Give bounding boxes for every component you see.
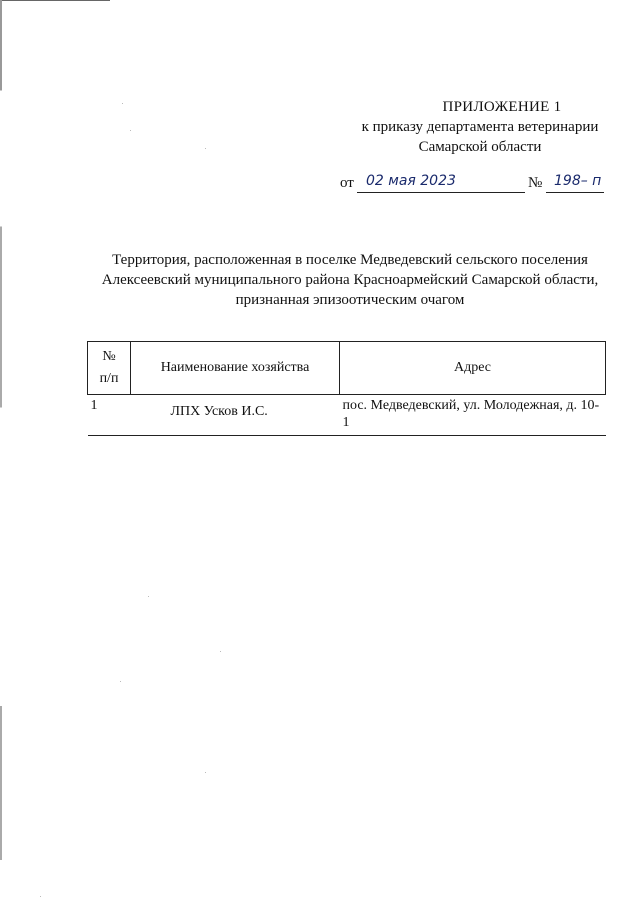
header-number-abbr: п/п <box>99 371 119 386</box>
scan-speck <box>205 772 206 773</box>
header-number <box>88 342 131 395</box>
row-household-name: ЛПХ Усков И.С. <box>131 395 340 436</box>
order-date-handwritten: 02 мая 2023 <box>366 173 456 189</box>
appendix-order-ref: к приказу департамента ветеринарии <box>361 119 599 135</box>
appendix-region: Самарской области <box>418 139 542 155</box>
table-row <box>88 395 606 436</box>
order-from-label: от <box>340 175 354 191</box>
heading-line: признанная эпизоотическим очагом <box>235 292 465 308</box>
scan-speck <box>220 651 221 652</box>
scan-speck <box>148 596 149 597</box>
document-heading <box>70 250 630 310</box>
scan-speck <box>40 896 41 897</box>
order-date-number <box>340 173 610 195</box>
table-header-row <box>88 342 606 395</box>
row-number: 1 <box>88 395 131 436</box>
header-address: Адрес <box>340 342 606 395</box>
header-name: Наименование хозяйства <box>131 342 340 395</box>
scan-speck <box>130 130 131 131</box>
appendix-block <box>330 97 630 157</box>
scan-edge <box>0 0 110 1</box>
appendix-title: ПРИЛОЖЕНИЕ 1 <box>442 99 562 115</box>
scan-speck <box>205 148 206 149</box>
row-address: пос. Медведевский, ул. Молодежная, д. 10-1 <box>340 395 606 436</box>
heading-line: Территория, расположенная в поселке Медведевский сельского поселения <box>112 252 588 268</box>
heading-line: Алексеевский муниципального района Красноармейский Самарской области, <box>101 272 599 288</box>
scan-speck <box>120 681 121 682</box>
scan-edge <box>0 0 2 905</box>
scan-speck <box>122 103 123 104</box>
header-number-sign: № <box>102 349 116 364</box>
order-number-label: № <box>528 175 543 191</box>
households-table <box>87 341 606 436</box>
order-number-handwritten: 198– п <box>554 173 602 189</box>
